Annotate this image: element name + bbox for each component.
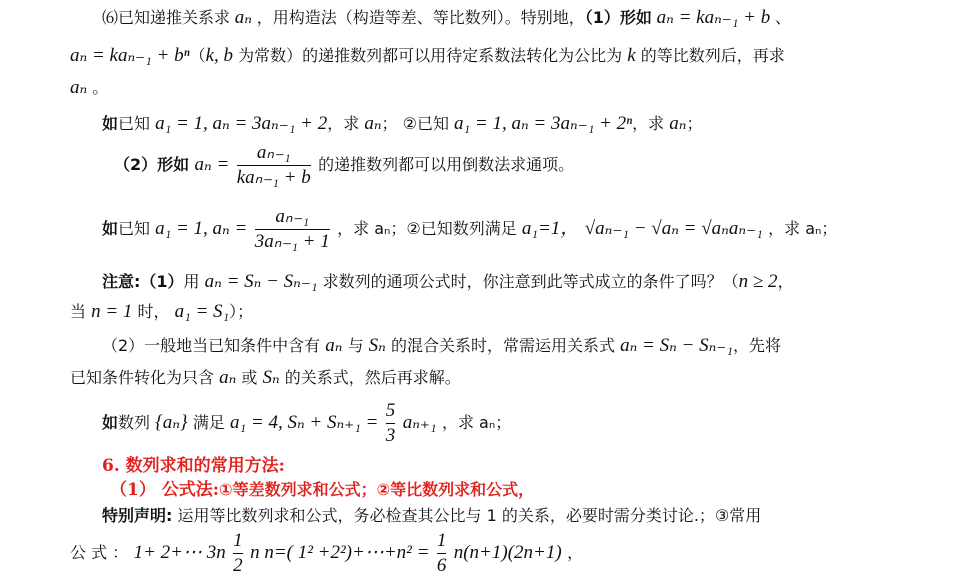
text-run: k [627,45,636,66]
text-run: aₙ = kaₙ₋₁ + bⁿ [70,45,190,66]
text-run: aₙ = kaₙ₋₁ + b [651,7,775,28]
text-run: a₁ = 1, aₙ = 3aₙ₋₁ + 2ⁿ [454,113,633,134]
text-run: 或 [236,368,263,387]
text-run: （2）一般地当已知条件中含有 [102,336,326,355]
text-run: 注意:（1） [102,272,184,291]
text-run: 运用等比数列求和公式，务必检查其公比与 1 的关系，必要时需分类讨论.；③常用 [172,506,762,525]
text-line-l7 [70,300,253,324]
text-run: a₁ = 1, aₙ = 3aₙ₋₁ + 2 [155,113,328,134]
text-run: （1）形如 [584,8,652,27]
text-run: n = 1 [91,301,133,322]
text-run: 当 [70,302,92,321]
text-line-l13 [102,504,761,528]
fraction: $\frac{1}{6}$ [436,530,447,576]
text-run: ， [777,272,794,291]
text-run: 已知条件转化为只含 [70,368,220,387]
text-line-l2 [70,44,785,68]
text-run: aₙ = Sₙ − Sₙ₋₁ [620,335,733,356]
text-line-l4 [102,112,702,136]
text-run: 6. 数列求和的常用方法: [102,456,285,476]
fraction: $\frac{5}{3}$ [385,400,396,446]
text-run: 为常数）的递推数列都可以用待定系数法转化为公比为 [233,46,628,65]
text-run: aₙ [325,335,343,356]
text-run: aₙ [669,113,687,134]
text-run: Sₙ [262,367,280,388]
text-run: 已知 [118,114,156,133]
text-run: ①等差数列求和公式；②等比数列求和公式， [219,480,535,499]
text-run: a₁ = S₁ [174,301,230,322]
text-run: ，求 [327,114,365,133]
text-run: ）； [229,302,254,321]
text-run: 的等比数列后，再求 [635,46,785,65]
text-run: 如 [102,114,119,133]
text-run: ，用构造法（构造等差、等比数列）。特别地， [256,8,585,27]
text-line-l3 [70,76,108,100]
line-reciprocal-method: （2）形如 aₙ = $\frac{\text{aₙ₋₁}}{\text{kaₙ₋₁ + b}}$ 的递推数列都可以用倒数法求通项。 [114,142,575,188]
text-run: aₙ = Sₙ − Sₙ₋₁ [204,271,318,292]
text-line-l6 [102,270,794,294]
text-line-l11 [102,454,285,478]
text-run: ，求 [632,114,670,133]
fraction: $\frac{\text{aₙ₋₁}}{\text{3aₙ₋₁ + 1}}$ [254,206,330,252]
text-run: 求数列的通项公式时，你注意到此等式成立的条件了吗？（ [317,272,739,291]
text-run: 、 [775,8,792,27]
text-run: Sₙ [368,335,386,356]
text-run: 的关系式，然后再求解。 [279,368,461,387]
text-line-l12 [110,478,534,502]
text-run: aₙ [230,7,257,28]
fraction: $\frac{1}{2}$ [233,530,243,576]
text-run: 与 [342,336,369,355]
text-run: aₙ [219,367,237,388]
text-run: 时， [132,302,175,321]
line-example-reciprocal: 如已知 a₁ = 1, aₙ = $\frac{\text{aₙ₋₁}}{\text{3aₙ₋₁ + 1}}$ ，求 aₙ；②已知数列满足 a₁=1， √aₙ₋₁ − √aₙ = √aₙaₙ₋₁ ，求 aₙ； [102,206,838,252]
text-run: 的混合关系时，常需运用关系式 [385,336,621,355]
text-run: ⑹已知递推关系求 [102,8,231,27]
text-run: （1） 公式法: [110,480,220,500]
text-run: ； ②已知 [381,114,455,133]
line-common-formulas: 公 式 ： 1+ 2+⋯ 3n $\frac{1}{2}$ n n=( 1² +2²)+⋯+n² = $\frac{1}{6}$ n(n+1)(2n+1) ， [70,530,584,576]
text-run: 。 [87,78,109,97]
text-run: （ [189,46,206,65]
text-line-l1 [102,6,791,30]
line-example-sn: 如数列 {aₙ} 满足 a₁ = 4, Sₙ + Sₙ₊₁ = $\frac{5}{3}$ aₙ₊₁ ，求 aₙ； [102,400,512,446]
text-line-l9 [70,366,461,390]
text-run: aₙ [364,113,382,134]
text-run: aₙ [70,77,88,98]
fraction: $\frac{\text{aₙ₋₁}}{\text{kaₙ₋₁ + b}}$ [236,142,311,188]
text-run: ； [686,114,703,133]
text-line-l8 [102,334,781,358]
text-run: 用 [183,272,205,291]
text-run: 特别声明: [102,506,173,525]
text-run: n ≥ 2 [738,271,778,292]
text-run: ，先将 [732,336,781,355]
text-run: k, b [205,45,234,66]
